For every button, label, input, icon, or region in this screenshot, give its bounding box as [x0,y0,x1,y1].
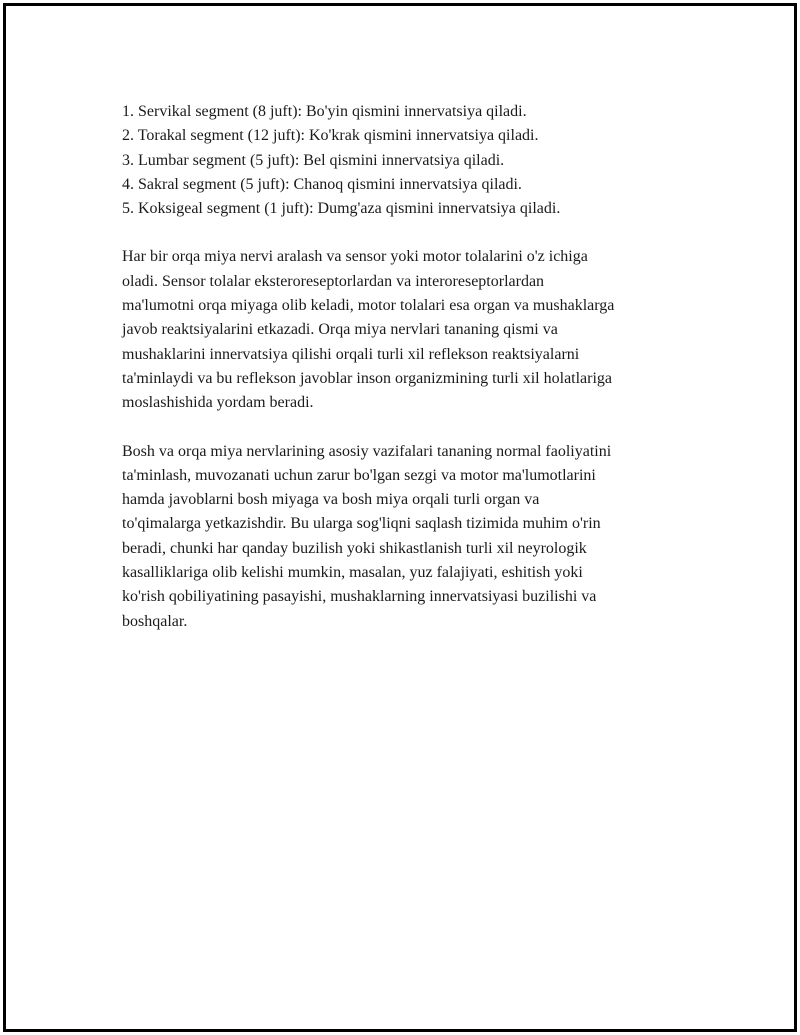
text-line: Har bir orqa miya nervi aralash va sensor yoki motor tolalarini o'z ichiga [122,248,588,266]
segment-item-torakal: 2. Torakal segment (12 juft): Ko'krak qismini innervatsiya qiladi. [122,127,539,145]
text-line: ko'rish qobiliyatining pasayishi, mushaklarning innervatsiyasi buzilishi va [122,588,597,606]
text-line: Bosh va orqa miya nervlarining asosiy vazifalari tananing normal faoliyatini [122,442,612,460]
text-line: ta'minlash, muvozanati uchun zarur bo'lgan sezgi va motor ma'lumotlarini [122,466,596,484]
text-line: hamda javoblarni bosh miyaga va bosh miya orqali turli organ va [122,491,540,509]
paragraph-nerve-functions [122,440,702,634]
document-body [122,100,702,634]
text-line: boshqalar. [122,612,188,630]
segment-item-lumbar: 3. Lumbar segment (5 juft): Bel qismini innervatsiya qiladi. [122,151,505,169]
page-frame [3,3,797,1032]
text-line: mushaklarini innervatsiya qilishi orqali turli xil reflekson reaktsiyalarni [122,345,580,363]
text-line: ma'lumotni orqa miyaga olib keladi, motor tolalari esa organ va mushaklarga [122,297,615,315]
text-line: to'qimalarga yetkazishdir. Bu ularga sog'liqni saqlash tizimida muhim o'rin [122,515,601,533]
segment-item-sakral: 4. Sakral segment (5 juft): Chanoq qismini innervatsiya qiladi. [122,175,522,193]
text-line: javob reaktsiyalarini etkazadi. Orqa miya nervlari tananing qismi va [122,321,558,339]
text-line: beradi, chunki har qanday buzilish yoki shikastlanish turli xil neyrologik [122,539,587,557]
text-line: moslashishida yordam beradi. [122,394,314,412]
segment-list [122,100,702,221]
text-line: oladi. Sensor tolalar eksteroreseptorlardan va interoreseptorlardan [122,272,545,290]
paragraph-spinal-nerves [122,245,702,415]
segment-item-koksigeal: 5. Koksigeal segment (1 juft): Dumg'aza qismini innervatsiya qiladi. [122,200,561,218]
text-line: ta'minlaydi va bu reflekson javoblar inson organizmining turli xil holatlariga [122,369,613,387]
text-line: kasalliklariga olib kelishi mumkin, masalan, yuz falajiyati, eshitish yoki [122,564,583,582]
segment-item-servikal: 1. Servikal segment (8 juft): Bo'yin qismini innervatsiya qiladi. [122,103,527,120]
